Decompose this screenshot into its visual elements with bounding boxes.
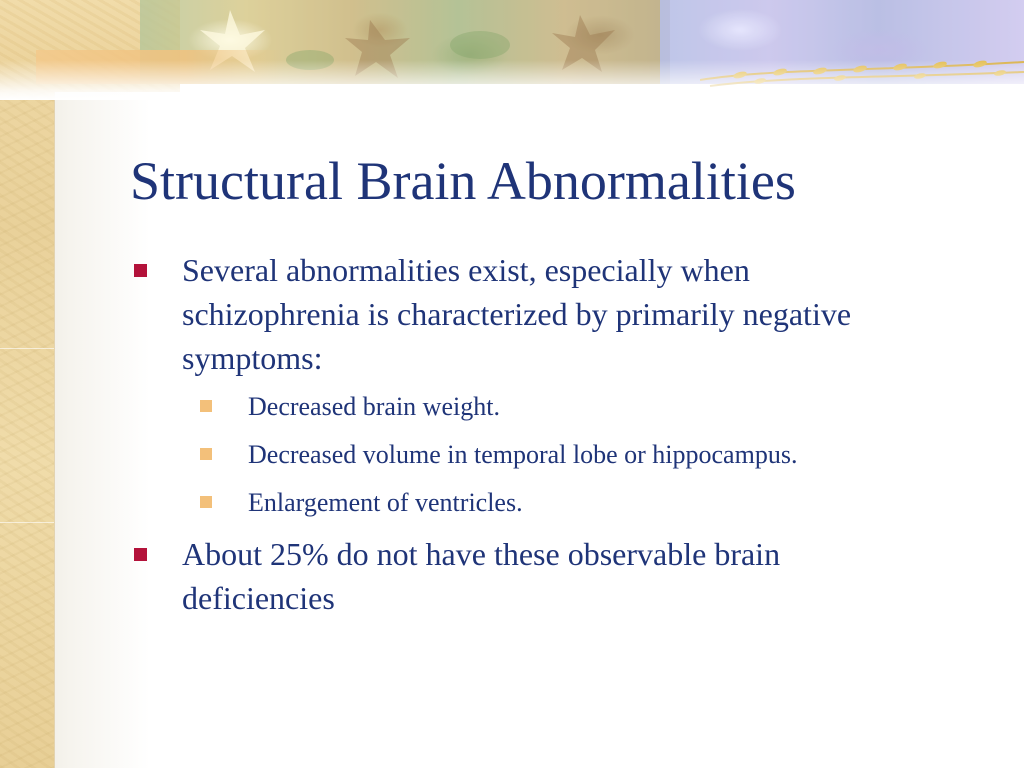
sub-list-item	[182, 484, 910, 522]
strip-divider	[0, 522, 54, 523]
sub-list-item	[182, 436, 910, 474]
sub-bullet-text: Decreased brain weight.	[248, 392, 500, 421]
sub-bullet-text: Decreased volume in temporal lobe or hippocampus.	[248, 440, 798, 469]
square-bullet-icon	[134, 264, 147, 277]
strip-divider	[0, 348, 54, 349]
bullet-text: About 25% do not have these observable brain deficiencies	[182, 536, 781, 616]
bullet-text: Several abnormalities exist, especially when schizophrenia is characterized by primarily negative symptoms:	[182, 252, 852, 376]
square-bullet-icon	[134, 548, 147, 561]
decorative-banner	[0, 0, 1024, 92]
sub-bullet-list	[182, 388, 910, 522]
bullet-list	[130, 248, 910, 630]
slide-title: Structural Brain Abnormalities	[130, 151, 796, 211]
list-item	[130, 248, 910, 522]
left-decorative-strip	[0, 0, 55, 768]
square-bullet-icon	[200, 448, 212, 460]
list-item	[130, 532, 910, 620]
square-bullet-icon	[200, 496, 212, 508]
sub-bullet-text: Enlargement of ventricles.	[248, 488, 523, 517]
square-bullet-icon	[200, 400, 212, 412]
banner-fade	[0, 60, 1024, 100]
sub-list-item	[182, 388, 910, 426]
